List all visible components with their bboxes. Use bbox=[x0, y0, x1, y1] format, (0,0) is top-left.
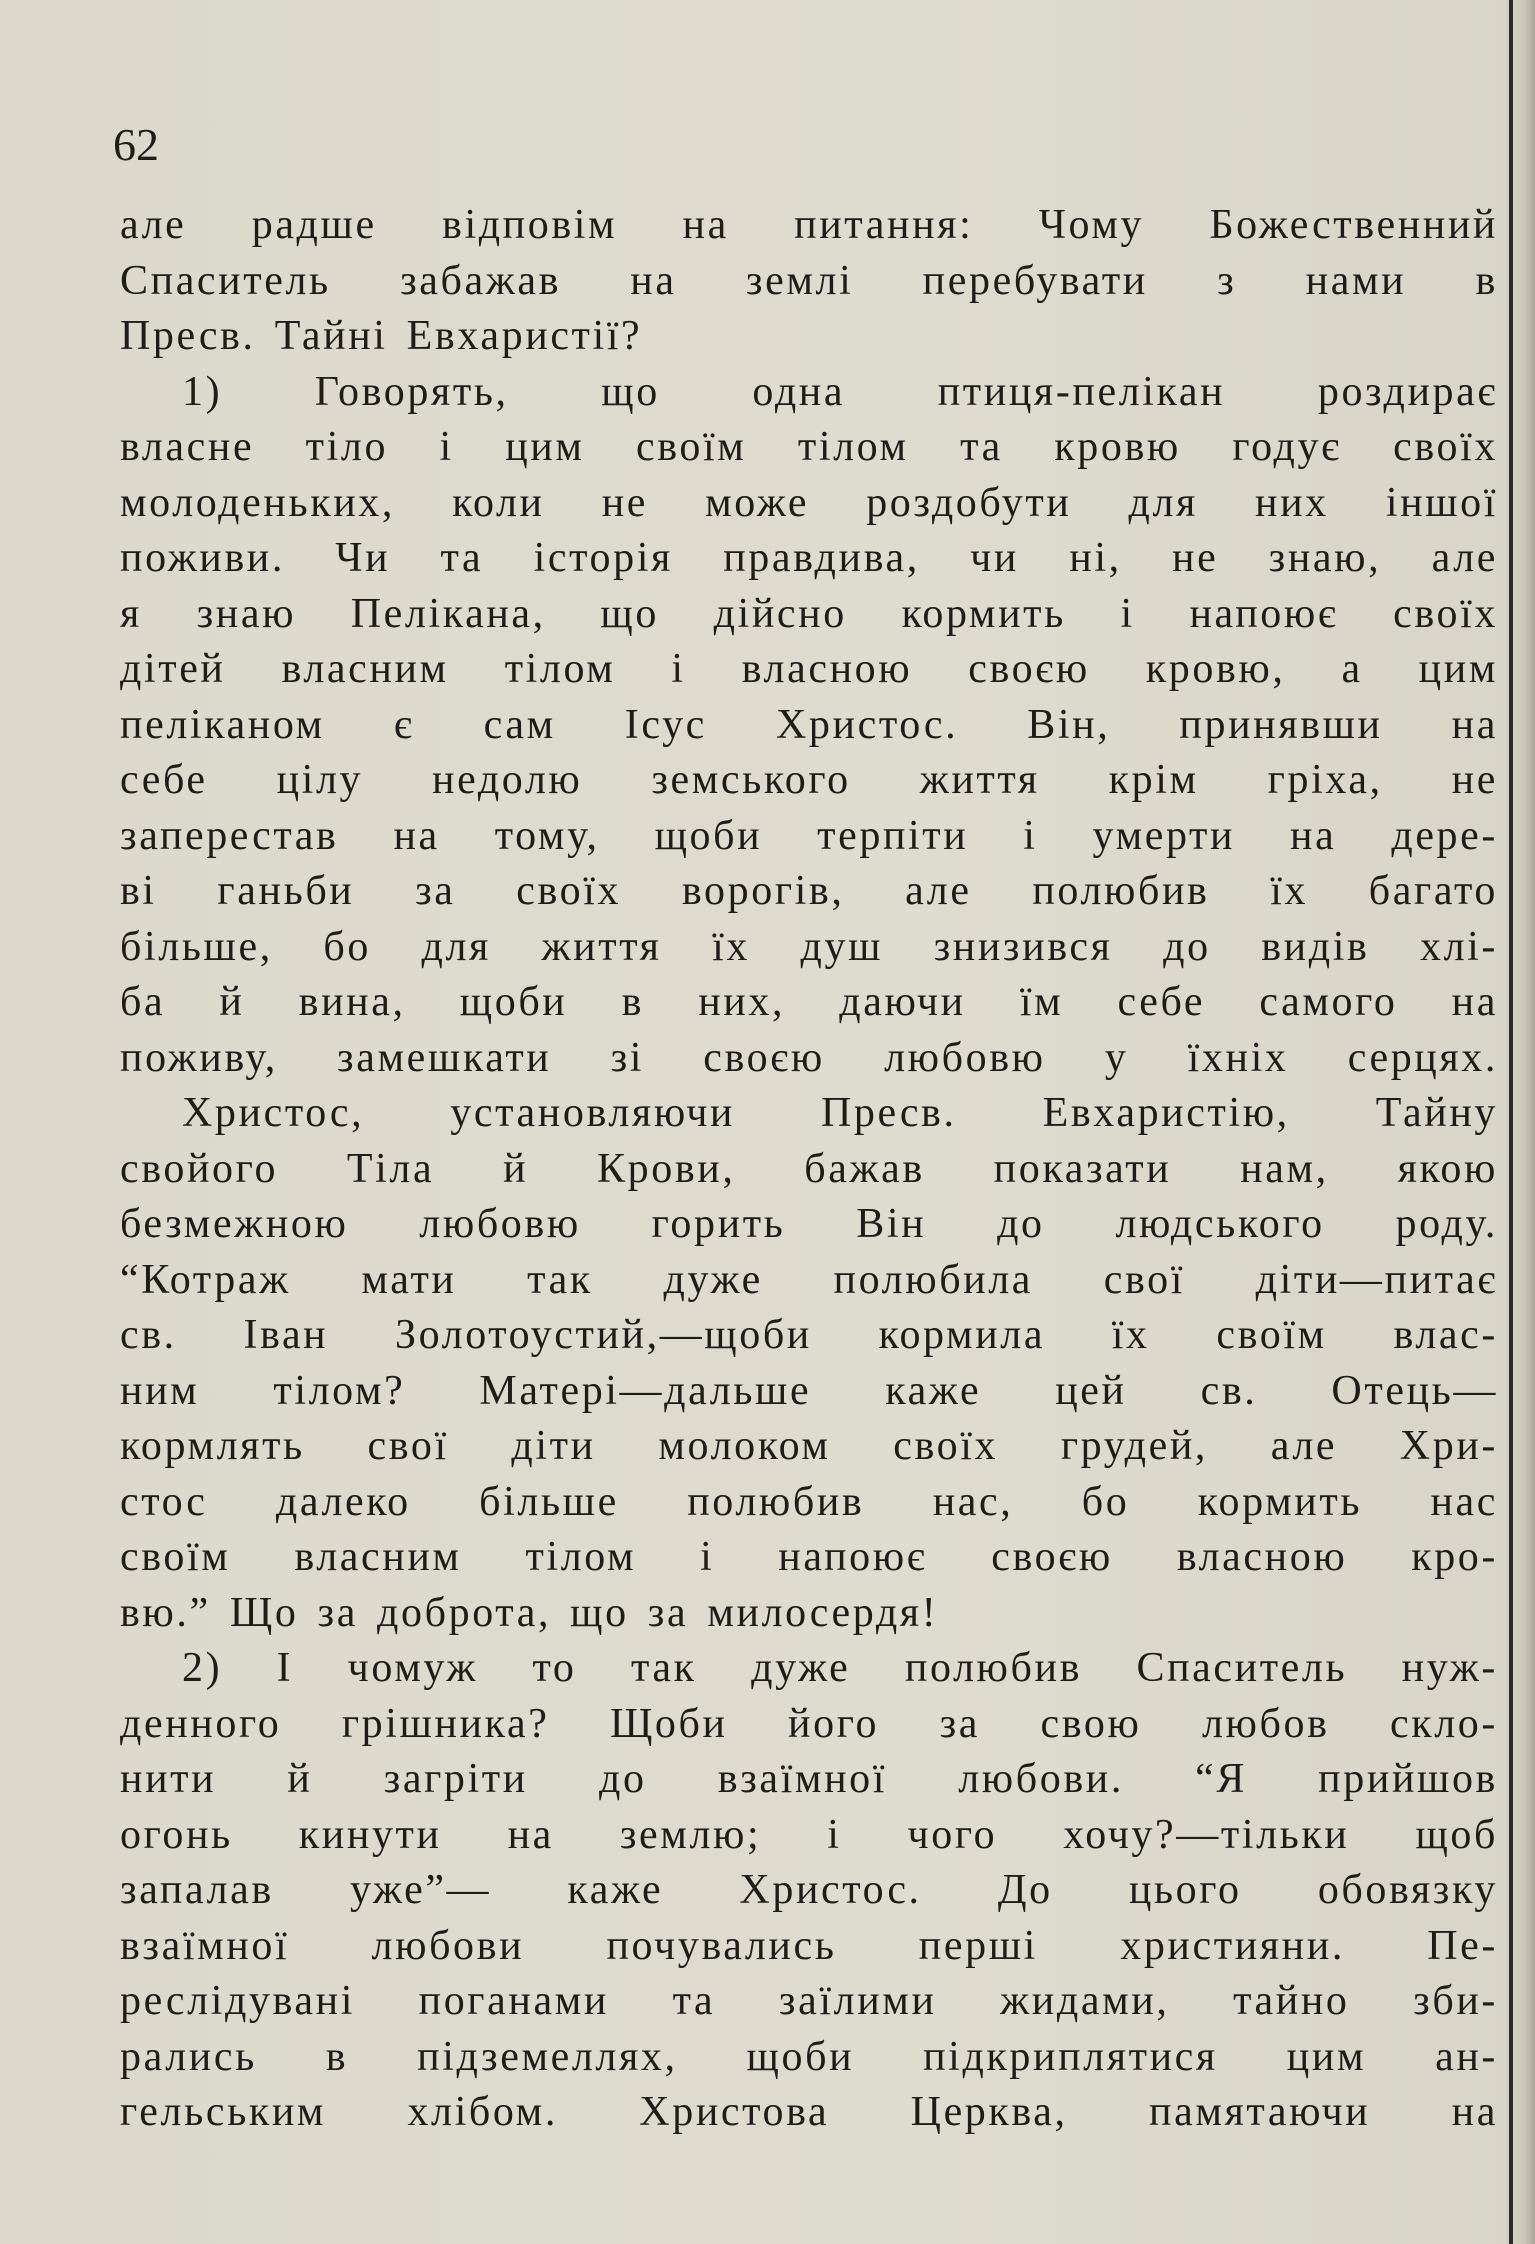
text-line: Пресв. Тайні Евхаристії? bbox=[120, 313, 643, 359]
text-line: поживу, замешкати зі своєю любовю у їхніх серцях. bbox=[120, 1034, 1498, 1081]
text-line: заперестав на тому, щоби терпіти і умерти на дере- bbox=[120, 812, 1498, 859]
body-text bbox=[120, 198, 1498, 2141]
text-line: вю.” Що за доброта, що за милосердя! bbox=[120, 1589, 939, 1636]
text-line: нити й загріти до взаїмної любови. “Я прийшов bbox=[120, 1756, 1498, 1802]
page-number: 62 bbox=[113, 119, 159, 170]
text-line: власне тіло і цим своїм тілом та кровю годує своїх bbox=[120, 424, 1498, 470]
text-line: свойого Тіла й Крови, бажав показати нам, якою bbox=[120, 1145, 1498, 1192]
text-line: безмежною любовю горить Він до людського роду. bbox=[120, 1201, 1498, 1247]
text-line: пеліканом є сам Ісус Христос. Він, принявши на bbox=[120, 701, 1498, 748]
text-line: я знаю Пелікана, що дійсно кормить і напоює своїх bbox=[120, 590, 1498, 637]
text-line: себе цілу недолю земського життя крім гріха, не bbox=[120, 757, 1498, 803]
text-line: взаїмної любови почувались перші християни. Пе- bbox=[120, 1922, 1498, 1969]
text-line: ба й вина, щоби в них, даючи їм себе самого на bbox=[120, 979, 1498, 1025]
text-line: Христос, установляючи Пресв. Евхаристію, Тайну bbox=[182, 1090, 1498, 1136]
text-line: молоденьких, коли не може роздобути для них іншої bbox=[120, 479, 1498, 526]
text-line: стос далеко більше полюбив нас, бо кормить нас bbox=[120, 1478, 1498, 1525]
text-line: Спаситель забажав на землі перебувати з нами в bbox=[120, 257, 1498, 304]
text-line: 2) І чомуж то так дуже полюбив Спаситель нуж- bbox=[182, 1645, 1498, 1691]
text-line: рались в підземеллях, щоби підкриплятися цим ан- bbox=[120, 2033, 1498, 2080]
text-line: св. Іван Золотоустий,—щоби кормила їх своїм влас- bbox=[120, 1312, 1498, 1358]
text-line: 1) Говорять, що одна птиця-пелікан роздирає bbox=[182, 368, 1498, 415]
text-line: ві ганьби за своїх ворогів, але полюбив їх багато bbox=[120, 868, 1498, 914]
text-line: своїм власним тілом і напоює своєю власною кро- bbox=[120, 1534, 1498, 1580]
text-line: запалав уже”— каже Христос. До цього обовязку bbox=[120, 1867, 1498, 1913]
text-line: гельським хлібом. Христова Церква, памятаючи на bbox=[120, 2089, 1498, 2135]
text-line: реслідувані поганами та заїлими жидами, тайно зби- bbox=[120, 1978, 1498, 2024]
text-line: огонь кинути на землю; і чого хочу?—тільки щоб bbox=[120, 1811, 1498, 1858]
text-line: ним тілом? Матері—дальше каже цей св. Отець— bbox=[120, 1367, 1498, 1414]
binding-edge-line bbox=[1509, 0, 1513, 2244]
text-line: більше, бо для життя їх душ знизився до видів хлі- bbox=[120, 923, 1498, 970]
text-line: але радше відповім на питання: Чому Божественний bbox=[120, 202, 1498, 248]
text-line: “Котраж мати так дуже полюбила свої діти—питає bbox=[120, 1256, 1498, 1303]
text-line: дітей власним тілом і власною своєю кровю, а цим bbox=[120, 646, 1498, 692]
text-line: денного грішника? Щоби його за свою любов скло- bbox=[120, 1700, 1498, 1747]
text-line: кормлять свої діти молоком своїх грудей, але Хри- bbox=[120, 1423, 1498, 1469]
text-line: поживи. Чи та історія правдива, чи ні, не знаю, але bbox=[120, 535, 1498, 581]
